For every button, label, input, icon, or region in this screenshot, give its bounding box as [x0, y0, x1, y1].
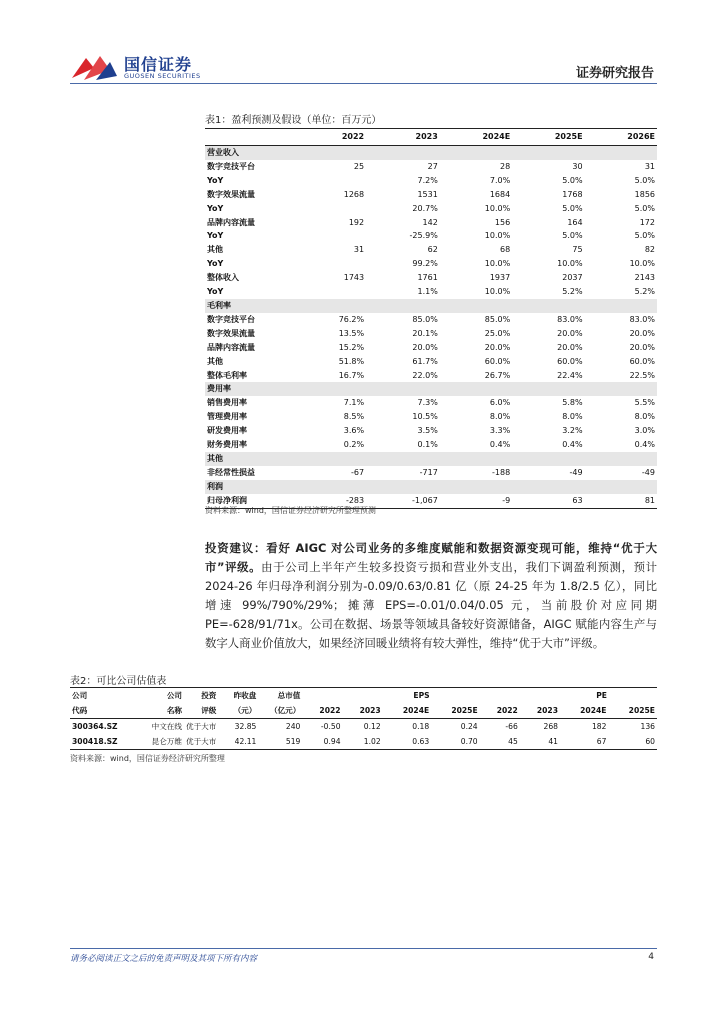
table-cell — [366, 146, 440, 160]
table-cell: 8.5% — [343, 412, 365, 422]
logo-chinese-name: 国信证券 — [124, 55, 193, 74]
table-row — [205, 216, 657, 230]
table-cell: 10.0% — [629, 259, 655, 269]
table-cell: 10.5% — [412, 412, 438, 422]
eps-cell: 0.18 — [412, 722, 430, 731]
page-header — [0, 0, 724, 90]
table-row — [205, 396, 657, 410]
table-cell: 16.7% — [338, 370, 365, 380]
pe-cell: 41 — [520, 734, 560, 750]
table-cell: 2143 — [634, 273, 655, 283]
table2-header-cell: EPS — [302, 688, 479, 704]
table-cell — [299, 480, 366, 494]
table-cell: 1.1% — [417, 287, 438, 297]
table-row — [205, 466, 657, 480]
table2-header-row-2 — [70, 703, 657, 719]
market-cap: 240 — [285, 722, 301, 731]
table-cell: 22.0% — [412, 370, 438, 380]
row-label: 其他 — [207, 356, 223, 366]
table-cell: 3.5% — [417, 426, 438, 436]
eps-cell: -0.50 — [320, 722, 341, 731]
table-cell: 25 — [353, 161, 365, 171]
table-cell — [299, 452, 366, 466]
pe-cell: 182 — [591, 722, 607, 731]
table-cell — [512, 480, 584, 494]
table-cell: 63 — [512, 494, 584, 508]
table-cell: 31 — [353, 245, 365, 255]
table-cell: 3.0% — [634, 426, 655, 436]
table-cell: 192 — [348, 217, 365, 227]
table-cell: 156 — [494, 217, 511, 227]
table-cell — [585, 299, 657, 313]
table-cell: 30 — [572, 161, 583, 171]
table-cell — [366, 382, 440, 396]
table-section-row — [205, 146, 657, 160]
table-cell — [299, 146, 366, 160]
table-cell: 22.4% — [557, 370, 583, 380]
table-cell: 82 — [644, 245, 655, 255]
table-cell: 0.4% — [489, 440, 511, 450]
table-cell: -9 — [440, 494, 512, 508]
table1-header-cell: 2024E — [440, 129, 512, 146]
table-cell: 1937 — [489, 273, 511, 283]
table-cell — [299, 257, 366, 271]
rating: 优于大市 — [186, 722, 217, 731]
pe-cell: 67 — [560, 734, 608, 750]
table-cell: 5.0% — [634, 175, 655, 185]
table-row — [70, 734, 657, 750]
table-cell: 20.0% — [484, 342, 511, 352]
footer-divider — [70, 948, 657, 949]
table-cell — [440, 382, 512, 396]
table-cell: 1768 — [562, 189, 583, 199]
table-row — [205, 229, 657, 243]
table-cell: 99.2% — [412, 259, 438, 269]
table-cell: 1268 — [343, 189, 365, 199]
table-cell: 20.0% — [629, 328, 655, 338]
table-cell: 8.0% — [634, 412, 655, 422]
table-row — [205, 424, 657, 438]
pe-cell: 136 — [640, 722, 655, 731]
guosen-logo-icon — [70, 52, 118, 82]
pe-cell: -66 — [505, 722, 518, 731]
table-cell: 8.0% — [489, 412, 511, 422]
table-cell: 10.0% — [484, 231, 511, 241]
close-price: 32.85 — [234, 722, 257, 731]
table-cell: 20.0% — [629, 342, 655, 352]
table-cell: 7.0% — [489, 175, 511, 185]
table-row — [205, 243, 657, 257]
table-cell — [512, 382, 584, 396]
table-cell: 10.0% — [557, 259, 583, 269]
table-cell: 5.2% — [634, 287, 655, 297]
table-cell: 1856 — [634, 189, 655, 199]
table2-header-cell: 2024E — [383, 703, 431, 719]
row-label: YoY — [207, 203, 224, 213]
table-cell — [366, 480, 440, 494]
table-cell: 7.3% — [417, 398, 438, 408]
table-cell: 75 — [572, 245, 583, 255]
table-cell: -188 — [492, 467, 511, 477]
table2-header-cell: 2025E — [608, 703, 657, 719]
table-cell: 10.0% — [484, 287, 511, 297]
table-cell: 5.8% — [562, 398, 583, 408]
pe-cell: 60 — [608, 734, 657, 750]
row-label: 整体毛利率 — [207, 370, 247, 380]
table-cell — [585, 146, 657, 160]
row-label: YoY — [207, 231, 224, 241]
table-cell: -1,067 — [366, 494, 440, 508]
table-cell — [299, 174, 366, 188]
table2-header-cell: 投资 — [184, 688, 218, 704]
table-cell: 60.0% — [484, 356, 511, 366]
table-row — [205, 271, 657, 285]
table-cell: 31 — [644, 161, 655, 171]
page-number: 4 — [648, 952, 654, 962]
rating: 优于大市 — [184, 734, 218, 750]
table2-header-cell: （元） — [218, 703, 258, 719]
pe-cell: 268 — [543, 722, 558, 731]
table-cell: 62 — [427, 245, 438, 255]
table-cell: 0.4% — [562, 440, 583, 450]
table-cell — [440, 452, 512, 466]
table-row — [205, 160, 657, 174]
table1-source-note: 资料来源：wind，国信证券经济研究所整理预测 — [205, 506, 376, 515]
row-label: 数字效果流量 — [207, 328, 255, 338]
row-label: 非经常性损益 — [207, 467, 255, 477]
row-label: 研发费用率 — [207, 426, 247, 436]
table-cell: 25.0% — [484, 328, 511, 338]
table-cell: 10.0% — [484, 203, 511, 213]
table-row — [205, 438, 657, 452]
eps-cell: 0.63 — [383, 734, 431, 750]
table-row — [205, 188, 657, 202]
table-cell: 27 — [427, 161, 438, 171]
investment-advice-paragraph — [205, 539, 657, 653]
row-label: 数字竞技平台 — [207, 314, 255, 324]
table-cell: 20.0% — [557, 328, 583, 338]
table-cell: 1761 — [417, 273, 438, 283]
table-section-row — [205, 299, 657, 313]
table-cell: 15.2% — [338, 342, 365, 352]
table-cell: -49 — [641, 467, 655, 477]
table-cell: 1531 — [417, 189, 438, 199]
row-label: YoY — [207, 175, 224, 185]
table-cell: 20.0% — [412, 342, 438, 352]
stock-code: 300418.SZ — [70, 734, 136, 750]
table-cell: 0.4% — [634, 440, 655, 450]
table2-header-cell: 2024E — [560, 703, 608, 719]
table2-header-cell: PE — [480, 688, 657, 704]
table2-source-note: 资料来源：wind，国信证券经济研究所整理 — [70, 754, 225, 763]
table-cell — [440, 146, 512, 160]
table-cell: 5.0% — [562, 203, 583, 213]
table-cell: 0.1% — [417, 440, 438, 450]
earnings-forecast-table — [205, 128, 657, 509]
table-row — [70, 719, 657, 735]
table1-header-cell: 2026E — [585, 129, 657, 146]
table2-header-cell: 2023 — [343, 703, 383, 719]
table-cell: 83.0% — [557, 314, 583, 324]
table-cell: 5.5% — [634, 398, 655, 408]
row-label: 利润 — [205, 480, 299, 494]
table-cell: 142 — [422, 217, 438, 227]
table-cell — [585, 382, 657, 396]
table1-header-row — [205, 129, 657, 146]
table-row — [205, 410, 657, 424]
table-cell: -49 — [569, 467, 583, 477]
row-label: 财务费用率 — [207, 440, 247, 450]
row-label: 毛利率 — [205, 299, 299, 313]
table-cell — [440, 299, 512, 313]
row-label: 管理费用率 — [207, 412, 247, 422]
table-row — [205, 369, 657, 383]
table2-header-cell: 评级 — [184, 703, 218, 719]
table2-header-cell: （亿元） — [258, 703, 302, 719]
table-row — [205, 285, 657, 299]
table-cell: 10.0% — [484, 259, 511, 269]
table-section-row — [205, 452, 657, 466]
table1-header-cell: 2025E — [512, 129, 584, 146]
table-cell: 6.0% — [489, 398, 511, 408]
row-label: 营业收入 — [205, 146, 299, 160]
table2-header-cell: 2025E — [431, 703, 479, 719]
table2-header-cell: 名称 — [136, 703, 184, 719]
table-cell: 51.8% — [338, 356, 365, 366]
table-cell: 164 — [567, 217, 583, 227]
table-cell: 0.2% — [343, 440, 365, 450]
pe-cell: 45 — [480, 734, 520, 750]
table-cell: 7.2% — [417, 175, 438, 185]
table-cell — [366, 299, 440, 313]
table-row — [205, 174, 657, 188]
row-label: 销售费用率 — [207, 398, 247, 408]
table-cell: 1684 — [489, 189, 511, 199]
table-cell — [512, 299, 584, 313]
table2-header-cell: 昨收盘 — [218, 688, 258, 704]
report-type-label: 证券研究报告 — [575, 66, 654, 81]
table-cell: 85.0% — [484, 314, 511, 324]
table-cell: 5.0% — [634, 231, 655, 241]
table-row — [205, 355, 657, 369]
table-cell: 172 — [639, 217, 655, 227]
table-cell — [512, 146, 584, 160]
table-row — [205, 257, 657, 271]
table2-header-cell: 公司 — [136, 688, 184, 704]
table-section-row — [205, 480, 657, 494]
table-cell: 60.0% — [557, 356, 583, 366]
table-cell: -25.9% — [409, 231, 438, 241]
footer-disclaimer: 请务必阅读正文之后的免责声明及其项下所有内容 — [70, 954, 258, 964]
table2-header-cell: 2023 — [520, 703, 560, 719]
market-cap: 519 — [258, 734, 302, 750]
company-name: 昆仑万维 — [136, 734, 184, 750]
table-cell: 20.0% — [557, 342, 583, 352]
table-row — [205, 327, 657, 341]
table-cell: 5.0% — [562, 175, 583, 185]
table-cell: 28 — [500, 161, 511, 171]
row-label: 数字竞技平台 — [207, 161, 255, 171]
table-cell: 13.5% — [338, 328, 365, 338]
table-cell — [440, 480, 512, 494]
row-label: YoY — [207, 259, 224, 269]
table-cell: 83.0% — [629, 314, 655, 324]
table2-header-cell: 代码 — [70, 703, 136, 719]
table2-header-cell: 总市值 — [258, 688, 302, 704]
eps-cell: 0.24 — [460, 722, 478, 731]
table-cell: -283 — [299, 494, 366, 508]
table-cell: 2037 — [562, 273, 583, 283]
table2-header-cell: 2022 — [480, 703, 520, 719]
table-cell — [299, 382, 366, 396]
table1-header-cell: 2023 — [366, 129, 440, 146]
comparable-valuation-table — [70, 687, 657, 750]
table-cell: 1743 — [343, 273, 365, 283]
table-cell: 8.0% — [562, 412, 583, 422]
table-row — [205, 202, 657, 216]
table-cell: 5.0% — [634, 203, 655, 213]
row-label: 其他 — [207, 245, 223, 255]
company-logo — [70, 50, 210, 84]
table-cell: 5.0% — [562, 231, 583, 241]
table2-header-row-1 — [70, 688, 657, 704]
table2-title: 表2：可比公司估值表 — [70, 676, 167, 687]
table-cell — [299, 202, 366, 216]
table2-header-cell: 公司 — [70, 688, 136, 704]
row-label: 费用率 — [205, 382, 299, 396]
table-cell: 7.1% — [343, 398, 365, 408]
table-cell: 61.7% — [412, 356, 438, 366]
table-cell: -67 — [351, 467, 365, 477]
eps-cell: 0.70 — [431, 734, 479, 750]
table2-header-cell: 2022 — [302, 703, 342, 719]
table-row — [205, 341, 657, 355]
table1-header-cell: 2022 — [299, 129, 366, 146]
table-cell: 68 — [500, 245, 511, 255]
investment-advice-lead: 投资建议：看好 AIGC 对公司业务的多维度赋能和数据资源变现可能，维持“优于大市”评级。 — [205, 541, 657, 574]
table-cell: 3.2% — [562, 426, 583, 436]
eps-cell: 0.12 — [363, 722, 381, 731]
row-label: 品牌内容流量 — [207, 342, 255, 352]
table-cell — [366, 452, 440, 466]
row-label: 整体收入 — [207, 273, 239, 283]
investment-advice-body: 由于公司上半年产生较多投资亏损和营业外支出，我们下调盈利预测，预计 2024-26 年归母净利润分别为-0.09/0.63/0.81 亿（原 24-25 年为 1.8/2.5 亿），同比增速 99%/790%/29%；摊薄 EPS=-0.01/0.04/0.05 元，当前股价对应同期 PE=-628/91/71x。公司在数据、场景等领域具备较好资源储备，AIGC 赋能内容生产与数字人商业价值放大，如果经济回暖业绩将有较大弹性，维持“优于大市”评级。 — [205, 560, 657, 650]
table-cell: 3.6% — [343, 426, 365, 436]
table-row — [205, 313, 657, 327]
table-cell: 20.7% — [412, 203, 438, 213]
table-cell: 20.1% — [412, 328, 438, 338]
table-cell: 60.0% — [629, 356, 655, 366]
row-label: 数字效果流量 — [207, 189, 255, 199]
eps-cell: 1.02 — [343, 734, 383, 750]
table-cell — [299, 285, 366, 299]
header-divider — [70, 83, 657, 84]
stock-code: 300364.SZ — [72, 722, 118, 731]
company-name: 中文在线 — [151, 722, 182, 731]
table-cell — [299, 229, 366, 243]
logo-english-name: GUOSEN SECURITIES — [124, 72, 201, 80]
table-cell: 22.5% — [629, 370, 655, 380]
table-cell: 5.2% — [562, 287, 583, 297]
table1-title: 表1：盈利预测及假设（单位：百万元） — [205, 115, 382, 126]
row-label: 归母净利润 — [205, 494, 299, 508]
table-cell: 76.2% — [338, 314, 365, 324]
table-cell — [512, 452, 584, 466]
table1-header-cell — [205, 129, 299, 146]
table-cell: 3.3% — [489, 426, 511, 436]
table-cell: -717 — [419, 467, 438, 477]
row-label: YoY — [207, 287, 224, 297]
table-cell — [585, 480, 657, 494]
row-label: 品牌内容流量 — [207, 217, 255, 227]
table-cell: 81 — [585, 494, 657, 508]
table-cell: 26.7% — [484, 370, 511, 380]
eps-cell: 0.94 — [302, 734, 342, 750]
table-cell — [585, 452, 657, 466]
row-label: 其他 — [205, 452, 299, 466]
table-cell — [299, 299, 366, 313]
table-cell: 85.0% — [412, 314, 438, 324]
close-price: 42.11 — [218, 734, 258, 750]
table-section-row — [205, 382, 657, 396]
